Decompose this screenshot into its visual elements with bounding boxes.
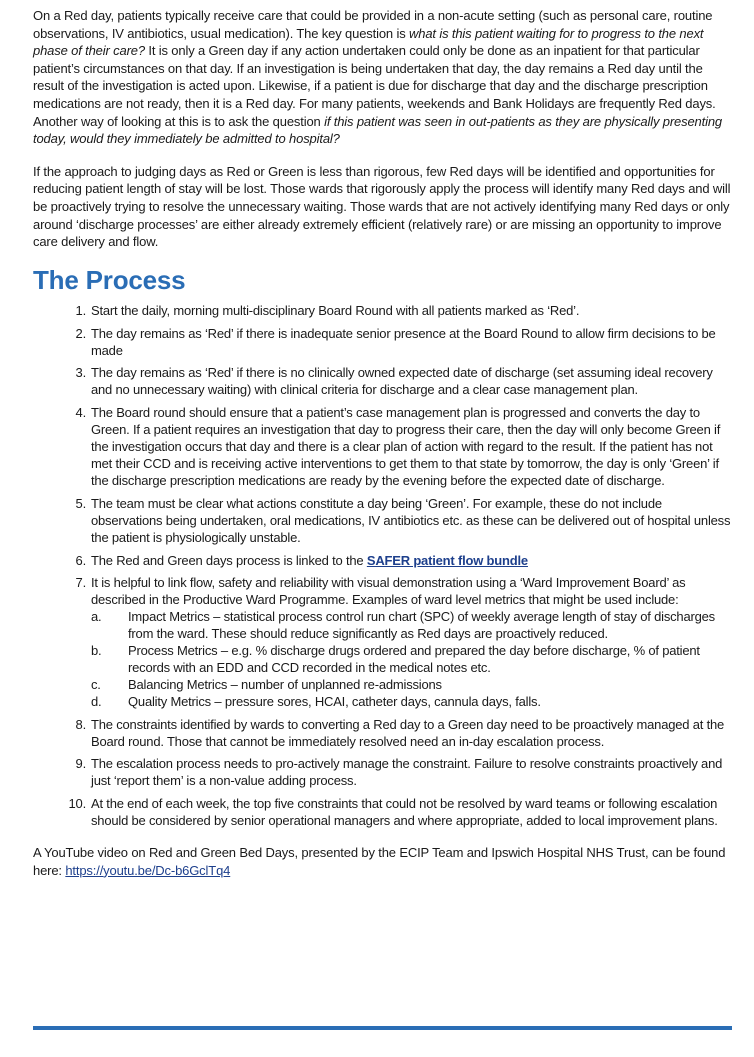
step-number: 4. — [75, 405, 86, 421]
process-step — [66, 796, 732, 830]
intro-paragraph — [33, 7, 732, 148]
step-number: 3. — [75, 365, 86, 381]
youtube-text: A YouTube video on Red and Green Bed Days, presented by the ECIP Team and Ipswich Hospital NHS Trust, can be found here: — [33, 845, 726, 878]
youtube-link[interactable]: https://youtu.be/Dc-b6GclTq4 — [65, 862, 231, 878]
step-number: 7. — [75, 575, 86, 591]
step-text: At the end of each week, the top five constraints that could not be resolved by ward teams or following escalation should be considered by senior operational managers and where appropriate, added to local improvement plans. — [91, 796, 718, 829]
metric-text: Impact Metrics – statistical process control run chart (SPC) of weekly average length of stay of discharges from the ward. These should reduce significantly as Red days are proactively reduced. — [128, 609, 715, 642]
metric-text: Process Metrics – e.g. % discharge drugs ordered and prepared the day before discharge, % of patient records with an EDD and CCD recorded in the medical notes etc. — [128, 643, 700, 675]
step-number: 10. — [68, 796, 86, 812]
process-steps-list — [33, 303, 732, 830]
process-step — [66, 303, 732, 320]
step-text: The team must be clear what actions constitute a day being ‘Green’. For example, these do not include observations being undertaken, oral medications, IV antibiotics etc. as these can be delivered out of hospital unless the patient is physiologically unstable. — [91, 495, 731, 545]
step-number: 2. — [75, 325, 86, 341]
process-step — [66, 365, 732, 399]
metrics-sublist — [91, 609, 732, 710]
process-step — [66, 717, 732, 751]
youtube-paragraph — [33, 844, 732, 879]
metric-text: Quality Metrics – pressure sores, HCAI, catheter days, cannula days, falls. — [128, 693, 541, 709]
metric-letter: a. — [91, 609, 102, 625]
process-step — [66, 326, 732, 360]
step-text: It is helpful to link flow, safety and reliability with visual demonstration using a ‘Ward Improvement Board’ as described in the Productive Ward Programme. Examples of ward level metrics that might be used include: — [91, 575, 686, 608]
step-number: 8. — [75, 716, 86, 732]
metric-text: Balancing Metrics – number of unplanned re-admissions — [128, 676, 442, 692]
approach-paragraph: If the approach to judging days as Red or Green is less than rigorous, few Red days will be identified and opportunities for reducing patient length of stay will be lost. Those wards that rigorously apply the process will identify many Red days and will be proactively trying to resolve the unnecessary waiting. Those wards that are not actively identifying many Red days or only around ‘discharge processes’ are either already extremely efficient (relatively rare) or are missing an opportunity to improve care delivery and flow. — [33, 163, 731, 250]
step-text: The Board round should ensure that a patient’s case management plan is progressed and converts the day to Green. If a patient requires an investigation that day to progress their care, then the day will only become Green if the investigation occurs that day and there is a clear plan of action with regard to the result. If the patient has not met their CCD and is receiving active interventions to get them to that state by tomorrow, the day is only ‘Green’ if the discharge prescription medications are ready by the evening before the expected date of discharge. — [91, 405, 721, 488]
step-text: The escalation process needs to pro-actively manage the constraint. Failure to resolve constraints proactively and just ‘report them’ is a non-value adding process. — [91, 756, 723, 789]
step-text: Start the daily, morning multi-disciplinary Board Round with all patients marked as ‘Red’. — [91, 302, 580, 318]
metric-item — [91, 677, 732, 694]
step-text: The Red and Green days process is linked to the — [91, 552, 367, 568]
process-step — [66, 575, 732, 710]
metric-letter: c. — [91, 676, 101, 692]
step-number: 9. — [75, 756, 86, 772]
metric-item — [91, 643, 732, 677]
intro-text-2: It is only a Green day if any action undertaken could only be done as an inpatient for that particular patient’s circumstances on that day. If an investigation is being undertaken that day, the day remains a Red day until the result of the investigation is acted upon. Likewise, if a patient is due for discharge that day and the discharge prescription medications are not ready, then it is a Red day. For many patients, weekends and Bank Holidays are frequently Red days. Another way of looking at this is to ask the question — [33, 43, 716, 129]
metric-item — [91, 609, 732, 643]
intro-outpatient-question: if this patient was seen in out-patients as they are physically presenting today, would they immediately be admitted to hospital? — [33, 113, 722, 147]
process-step — [66, 405, 732, 490]
process-step — [66, 496, 732, 547]
step-text: The constraints identified by wards to converting a Red day to a Green day need to be proactively managed at the Board round. Those that cannot be immediately resolved need an in-day escalation process. — [91, 716, 725, 749]
intro-key-question: what is this patient waiting for to progress to the next phase of their care? — [33, 25, 704, 59]
metric-letter: b. — [91, 643, 102, 659]
safer-bundle-link[interactable]: SAFER patient flow bundle — [366, 552, 528, 568]
section-heading: The Process — [33, 264, 186, 295]
step-number: 1. — [75, 302, 86, 318]
metric-item — [91, 694, 732, 711]
step-number: 6. — [75, 552, 86, 568]
step-text: The day remains as ‘Red’ if there is inadequate senior presence at the Board Round to allow firm decisions to be made — [91, 325, 716, 358]
bottom-rule — [33, 1026, 732, 1030]
intro-text-1: On a Red day, patients typically receive care that could be provided in a non-acute setting (such as personal care, routine observations, IV antibiotics, usual medication). The key question is — [33, 8, 713, 41]
step-text: The day remains as ‘Red’ if there is no clinically owned expected date of discharge (set assuming ideal recovery and no unnecessary waiting) with clinical criteria for discharge and a clear case management plan. — [91, 365, 713, 398]
process-step — [66, 553, 732, 570]
metric-letter: d. — [91, 693, 102, 709]
step-number: 5. — [75, 495, 86, 511]
process-step — [66, 756, 732, 790]
